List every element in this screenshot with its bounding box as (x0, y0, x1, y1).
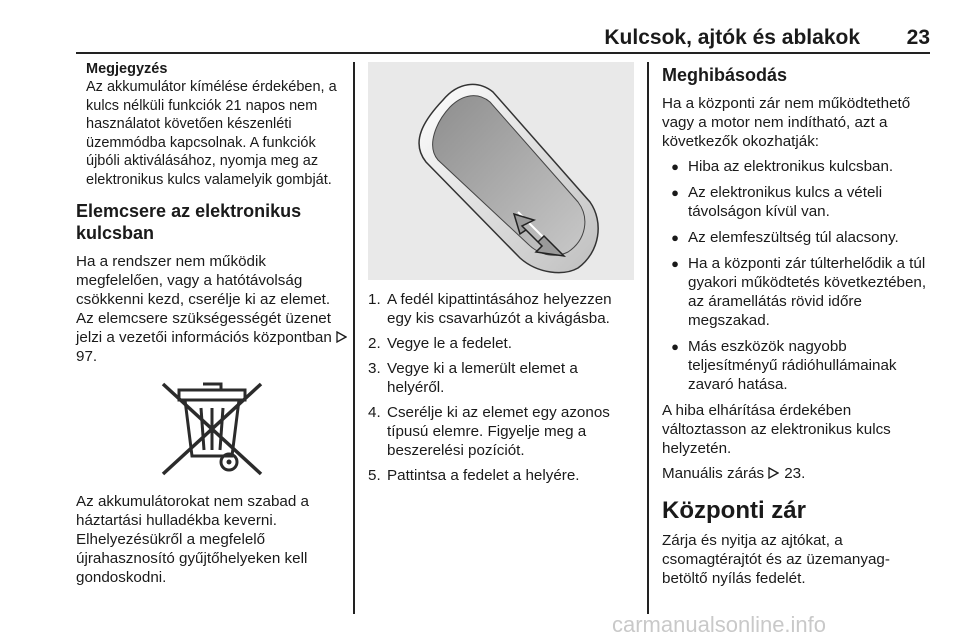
list-item (662, 254, 930, 330)
step-item (368, 403, 634, 460)
central-locking-title: Központi zár (662, 497, 806, 524)
left-column (76, 60, 348, 593)
list-item-text: Az elektronikus kulcs a vételi távolságon kívül van. (688, 184, 883, 220)
list-item (662, 228, 930, 247)
manual-locking-reference (662, 464, 930, 483)
bullet-icon: ● (671, 159, 679, 174)
column-divider-right (647, 62, 649, 614)
list-item-text: Hiba az elektronikus kulcsban. (688, 158, 894, 175)
battery-paragraph-text: Ha a rendszer nem működik megfelelően, vagy a hatótávolság csökkenni kezd, cserélje ki az elemet. Az elemcsere szükségességét üzenet jelzi a vezetői információs központban (76, 252, 332, 346)
instruction-steps (368, 290, 634, 485)
bullet-icon: ● (671, 230, 679, 245)
step-item (368, 466, 634, 485)
electronic-key-illustration (368, 62, 634, 280)
note-block (76, 60, 348, 190)
page-reference-arrow-icon (336, 328, 347, 346)
step-item (368, 359, 634, 397)
watermark: carmanualsonline.info (612, 612, 827, 637)
list-item-text: Az elemfeszültség túl alacsony. (688, 229, 899, 246)
page-header-title: Kulcsok, ajtók és ablakok (604, 26, 860, 49)
fault-causes-list (662, 157, 930, 394)
page-number: 23 (906, 26, 930, 49)
bullet-icon: ● (671, 256, 679, 271)
fault-intro: Ha a központi zár nem működtethető vagy a motor nem indítható, azt a következők okozhatják: (662, 95, 911, 150)
note-text: Az akkumulátor kímélése érdekében, a kulcs nélküli funkciók 21 napos nem használatot követően készenléti üzemmódba kapcsolnak. A funkciók újbóli aktiválásához, nyomja meg az elektronikus kulcs valamelyik gombját. (86, 79, 337, 188)
bullet-icon: ● (671, 339, 679, 354)
battery-replacement-paragraph (76, 252, 348, 366)
list-item (662, 337, 930, 394)
page-reference-arrow-icon (768, 464, 784, 482)
step-item (368, 334, 634, 353)
disposal-text: Az akkumulátorokat nem szabad a háztartási hulladékba keverni. Elhelyezésükről a megfelelő újrahasznosító gyűjtőhelyeken kell gondoskodni. (76, 492, 309, 586)
fault-heading: Meghibásodás (662, 65, 788, 85)
step-item (368, 290, 634, 328)
step-number: 3. (368, 360, 381, 377)
list-item (662, 157, 930, 176)
step-number: 1. (368, 291, 381, 308)
step-number: 4. (368, 404, 381, 421)
central-locking-text: Zárja és nyitja az ajtókat, a csomagtérajtót és az üzemanyag-betöltő nyílás fedelét. (662, 532, 890, 587)
step-number: 5. (368, 467, 381, 484)
list-item (662, 183, 930, 221)
column-divider-left (353, 62, 355, 614)
step-text: Cserélje ki az elemet egy azonos típusú elemre. Figyelje meg a beszerelési pozíciót. (387, 404, 610, 459)
page-reference-link[interactable]: 97. (76, 347, 98, 365)
middle-column (368, 60, 634, 491)
step-text: Vegye ki a lemerült elemet a helyéről. (387, 360, 578, 396)
header-rule (76, 52, 930, 54)
step-text: Pattintsa a fedelet a helyére. (387, 467, 580, 484)
battery-replacement-heading: Elemcsere az elektronikus kulcsban (76, 200, 302, 243)
bullet-icon: ● (671, 185, 679, 200)
list-item-text: Más eszközök nagyobb teljesítményű rádióhullámainak zavaró hatása. (688, 338, 897, 393)
page-reference-link[interactable]: 23. (784, 465, 806, 482)
step-number: 2. (368, 335, 381, 352)
crossed-out-bin-icon (76, 378, 348, 478)
step-text: Vegye le a fedelet. (387, 335, 512, 352)
fault-remedy: A hiba elhárítása érdekében változtasson az elektronikus kulcs helyzetén. (662, 402, 891, 457)
note-title: Megjegyzés (86, 61, 168, 77)
right-column (662, 60, 930, 594)
list-item-text: Ha a központi zár túlterhelődik a túl gyakori működtetés következtében, az áramellátás rövid időre megszakad. (688, 255, 927, 329)
step-text: A fedél kipattintásához helyezzen egy kis csavarhúzót a kivágásba. (387, 291, 612, 327)
manual-locking-label: Manuális zárás (662, 465, 765, 482)
